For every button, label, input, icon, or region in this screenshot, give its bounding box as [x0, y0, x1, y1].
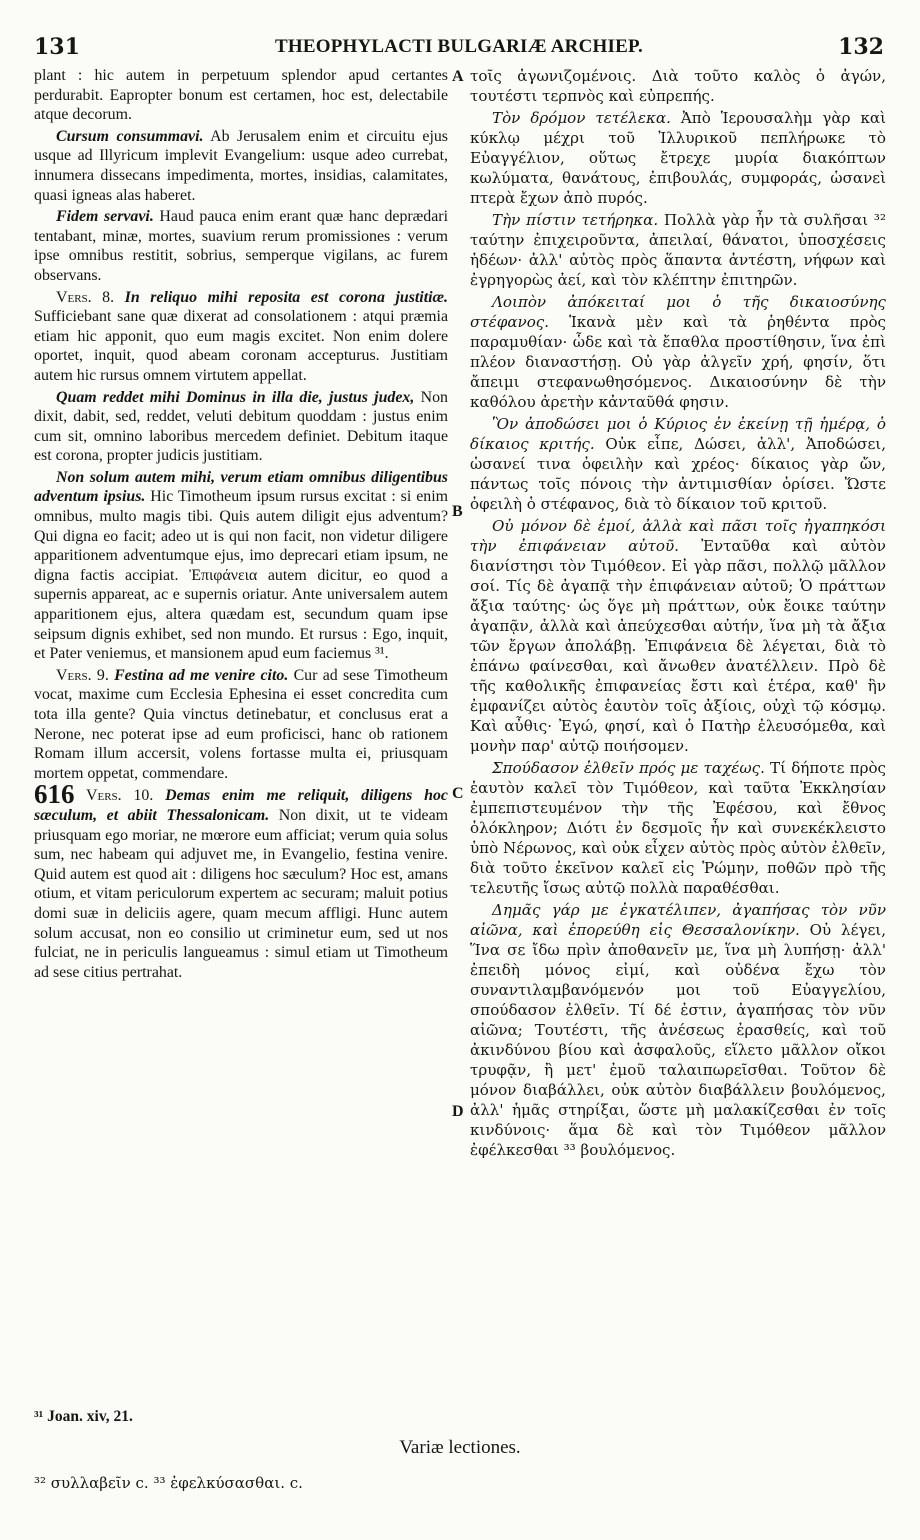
latin-paragraph [34, 468, 448, 664]
greek-paragraph [470, 758, 886, 898]
greek-lemma: Τὴν πίστιν τετήρηκα. [492, 211, 659, 229]
latin-text: Non dixit, ut te videam priusquam ego moriar, ne mœrore eum afficiat; verum quia solus sum, nec habeam qui adjuvet me, in Evangelio, festina venire. Quid autem est quod ait : diligens hoc sæculum? Hoc est, amans otium, et vitam periculorum expertem ac securam; maluit potius domi suæ in deliciis agere, quam mecum affligi. Hunc autem solum accusat, non eo consilio ut criminetur eum, sed ut nos fulciat, ne in periculis langueamus : simul etiam ut Timotheum ad sese citius pertrahat. [34, 806, 448, 981]
latin-text: Ab Jerusalem enim et circuitu ejus usque ad Illyricum implevit Evangelium: usque adeo currebat, innumera dissecans impedimenta, mortes, insidias, calamitates, quasi igneas alas haberet. [34, 127, 448, 204]
latin-paragraph [34, 66, 448, 125]
latin-lemma: In reliquo mihi reposita est corona justitiæ. [114, 288, 448, 306]
greek-lemma: Σπούδασον ἐλθεῖν πρός με ταχέως. [492, 759, 765, 777]
greek-text: Ἱκανὰ μὲν καὶ τὰ ῥηθέντα πρὸς παραμυθίαν· ὧδε καὶ τὰ ἔπαθλα προστίθησιν, ἵνα ἐπὶ πλέον διαναστήσῃ. Οὐ γὰρ ἀλγεῖν χρή, φησίν, ὅτι ἄπειμι στεφανωθησόμενος. Δικαιοσύνην δὲ τὴν καθόλου ἀρετὴν κἀνταῦθά φησιν. [470, 313, 886, 411]
latin-lemma: Festina ad me venire cito. [108, 666, 289, 684]
section-marker-c: C [452, 785, 464, 802]
latin-lemma: Quam reddet mihi Dominus in illa die, justus judex, [56, 388, 415, 406]
latin-paragraph [34, 207, 448, 285]
latin-text: plant : hic autem in perpetuum splendor apud certantes perdurabit. Eapropter bonum est certamen, hoc est, delectabile atque decorum. [34, 67, 448, 124]
running-header [34, 34, 884, 62]
greek-paragraph [470, 900, 886, 1160]
greek-paragraph [470, 210, 886, 290]
latin-text: Hic Timotheum ipsum rursus excitat : si enim omnibus, multo magis tibi. Quis autem diligit ejus adventum? Qui digna eo facit; adeo ut is qui non facit, non videtur diligere apparitionem adventumque ejus, imo deprecari etiam ipsum, ne digna factis accipiat. Ἐπιφάνεια autem dicitur, eo quod a supernis appareat, ac e supernis oriatur. Ante universalem autem apparitionem ejus, altera quædam est, secundum quam ipse seipsum dignis exhibet, sed non mundo. Et rursus : Ego, inquit, et Pater veniemus, et mansionem apud eum faciemus ³¹. [34, 488, 449, 663]
running-title: THEOPHYLACTI BULGARIÆ ARCHIEP. [275, 36, 643, 57]
latin-paragraph [34, 388, 448, 466]
latin-lemma: Cursum consummavi. [56, 127, 204, 145]
page-number-left: 131 [34, 34, 80, 60]
migne-column-number: 616 [34, 779, 75, 810]
latin-footnote: ³¹ Joan. xiv, 21. [34, 1408, 133, 1425]
greek-text: Οὐ λέγει, Ἵνα σε ἴδω πρὶν ἀποθανεῖν με, ἵνα μὴ λυπήσῃ· ἀλλ' ἐπειδὴ μόνος εἰμί, καὶ οὐδένα ἔχω τὸν συναντιλαμβανόμενόν μοι τοῦ Εὐαγγελίου, σπούδασον ἐλθεῖν. Τί δέ ἐστιν, ἀγαπήσας τὸν νῦν αἰῶνα; Τουτέστι, τῆς ἀνέσεως ἐρασθείς, καὶ τοῦ ἀκινδύνου βίου καὶ ἀσφαλοῦς, εἵλετο μᾶλλον οἴκοι τρυφᾷν, ἢ μετ' ἐμοῦ ταλαιπωρεῖσθαι. Τοῦτον δὲ μόνον διαβάλλει, οὐκ αὐτὸν διαβάλλειν βουλόμενος, ἀλλ' ἡμᾶς στηρίξαι, ὥστε μὴ μαλακίζεσθαι ἐν τοῖς κινδύνοις· ἅμα δὲ καὶ τὸν Τιμόθεον μᾶλλον ἐφέλκεσθαι ³³ βουλόμενος. [470, 921, 886, 1159]
greek-paragraph [470, 66, 886, 106]
variae-lectiones-heading: Variæ lectiones. [399, 1437, 521, 1458]
greek-paragraph [470, 516, 886, 756]
greek-text: Οὐκ εἶπε, Δώσει, ἀλλ', Ἀποδώσει, ὡσανεί τινα ὀφειλὴν καὶ χρέος· δίκαιος γὰρ ὤν, πάντως τοῖς πόνοις τὴν ἀντιμισθίαν ὁρίσει. Ὥστε ὀφειλὴ ὁ στέφανος, διὰ τὸ δίκαιον τοῦ κριτοῦ. [470, 435, 886, 513]
latin-paragraph [34, 127, 448, 205]
section-marker-d: D [452, 1103, 464, 1120]
latin-text: Sufficiebant sane quæ dixerat ad consolationem : atqui præmia etiam hic apponit, quo eum magis excitet. Non enim dolere oportet, inquit, quod abeam coronam accepturus. Justitiam autem hic rursus omnem virtutem appellat. [34, 308, 448, 384]
greek-lemma: Λοιπὸν ἀπόκειταί μοι ὁ τῆς δικαιοσύνης στέφανος. [470, 293, 886, 331]
greek-paragraph [470, 414, 886, 514]
section-marker-b: B [452, 503, 463, 520]
latin-paragraph [34, 288, 448, 386]
latin-lemma: Fidem servavi. [56, 208, 154, 226]
latin-lemma: Non solum autem mihi, verum etiam omnibus diligentibus adventum ipsius. [34, 468, 448, 506]
greek-paragraph [470, 292, 886, 412]
greek-paragraph [470, 108, 886, 208]
greek-text: τοῖς ἀγωνιζομένοις. Διὰ τοῦτο καλὸς ὁ ἀγών, τουτέστι τερπνὸς καὶ εὐπρεπής. [470, 67, 886, 105]
page-number-right: 132 [838, 34, 884, 60]
verse-label: Vers. 8. [56, 288, 115, 306]
latin-text: Haud pauca enim erant quæ hanc deprædari tentabant, minæ, mortes, suavium rerum promissiones : verum ipse omnibus restitit, sobrius, semperque vigilans, ac furem observans. [34, 208, 448, 284]
greek-text: Ἐνταῦθα καὶ αὐτὸν διανίστησι τὸν Τιμόθεον. Εἰ γὰρ πᾶσι, πολλῷ μᾶλλον σοί. Τίς δὲ ἀγαπᾷ τὴν ἐπιφάνειαν αὐτοῦ; Ὁ πράττων ἄξια ταύτης· ὡς ὅγε μὴ πράττων, οὐκ ἔοικε ταύτην ἀγαπᾷν, ἀλλὰ καὶ ἀπεύχεσθαι αὐτήν, ἵνα μὴ τὰ ἄξια τῶν ἔργων ἀπολάβῃ. Ἐπιφάνεια δὲ λέγεται, διὰ τὸ ἐπάνω φαίνεσθαι, καὶ ἄνωθεν ἀνατέλλειν. Πρὸ δὲ τῆς καθολικῆς ἐπιφανείας ἔστι καὶ ἑτέρα, καθ' ἣν ἐμφανίζει αὐτὸς ἑαυτὸν τοῖς ἀξίοις, οὐχὶ τῷ κόσμῳ. Καὶ αὖθις· Ἐγώ, φησί, καὶ ὁ Πατὴρ ἐλευσόμεθα, καὶ μονὴν παρ' αὐτῷ ποιήσομεν. [470, 537, 886, 755]
greek-text: Ἀπὸ Ἱερουσαλὴμ γὰρ καὶ κύκλῳ μέχρι τοῦ Ἰλλυρικοῦ πεπλήρωκε τὸ Εὐαγγέλιον, οὕτως ἔτρεχε μυρία διακόπτων κωλύματα, θανάτους, ἐπιβουλάς, συμφοράς, ὡσανεὶ πτερὰ ἔχων ἀπὸ πυρός. [470, 109, 886, 207]
latin-paragraph [34, 779, 448, 982]
latin-lemma: Demas enim me reliquit, diligens hoc sæculum, et abiit Thessalonicam. [34, 787, 448, 824]
latin-text: Cur ad sese Timotheum vocat, maxime cum Ecclesia Ephesina ei esset concredita cum tota illa gente? Quia vinctus detinebatur, et conclusus erat a Nerone, nec poterat ipse ad eum proficisci, hanc ob rationem Romam illum accersit, volens fortasse multa ei, priusquam mortem oppetat, commendare. [34, 666, 448, 782]
latin-text: Non dixit, dabit, sed, reddet, veluti debitum quoddam : justus enim cum sit, omnino laboribus mercedem definiet. Debitum itaque est corona, propter judicis justitiam. [34, 388, 448, 465]
greek-column [470, 66, 886, 1160]
verse-label: Vers. 9. [56, 666, 109, 684]
section-marker-a: A [452, 68, 464, 85]
greek-variant-readings: ³² συλλαβεῖν c. ³³ ἐφελκύσασθαι. c. [34, 1474, 303, 1492]
greek-text: Πολλὰ γὰρ ἦν τὰ συλῆσαι ³² ταύτην ἐπιχειροῦντα, ἀπειλαί, θάνατοι, ὑποσχέσεις ἡδέων· ἀλλ' αὐτὸς πρὸς ἅπαντα ἀντέστη, νήφων καὶ ἐγρηγορὼς ἀεί, καὶ τὸν κλέπτην ἐπιτηρῶν. [470, 211, 886, 289]
greek-lemma: Δημᾶς γάρ με ἐγκατέλιπεν, ἀγαπήσας τὸν νῦν αἰῶνα, καὶ ἐπορεύθη εἰς Θεσσαλονίκην. [470, 901, 886, 939]
greek-lemma: Ὃν ἀποδώσει μοι ὁ Κύριος ἐν ἐκείνῃ τῇ ἡμέρᾳ, ὁ δίκαιος κριτής. [470, 415, 886, 453]
verse-label: Vers. 10. [74, 787, 154, 805]
greek-lemma: Τὸν δρόμον τετέλεκα. [492, 109, 671, 127]
latin-column [34, 66, 448, 982]
greek-text: Τί δήποτε πρὸς ἑαυτὸν καλεῖ τὸν Τιμόθεον, καὶ ταῦτα Ἐκκλησίαν ἐμπεπιστευμένον τὴν τῆς Ἐφέσου, καὶ ἔθνος ὁλόκληρον; Διότι ἐν δεσμοῖς ἦν καὶ συνεκέκλειστο ὑπὸ Νέρωνος, καὶ οὐκ εἶχεν αὐτὸς πρὸς αὐτὸν ἐλθεῖν, διὰ τοῦτο ἐκεῖνον καλεῖ εἰς Ῥώμην, ποθῶν πρὸ τῆς τελευτῆς ἴσως αὐτῷ πολλὰ παραθέσθαι. [470, 759, 886, 897]
greek-lemma: Οὐ μόνον δὲ ἐμοί, ἀλλὰ καὶ πᾶσι τοῖς ἠγαπηκόσι τὴν ἐπιφάνειαν αὐτοῦ. [470, 517, 886, 555]
latin-paragraph [34, 666, 448, 784]
